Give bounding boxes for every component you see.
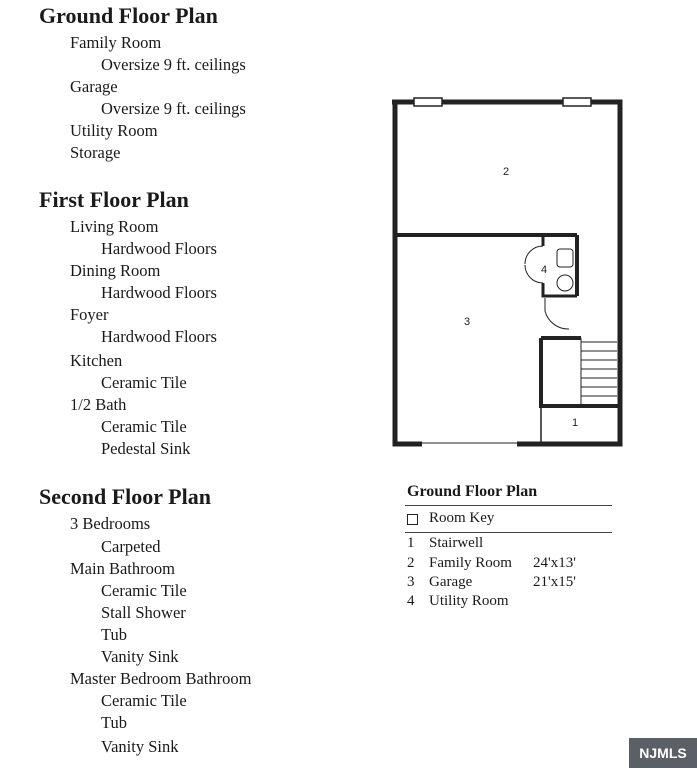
second-item-bedrooms: 3 Bedrooms — [70, 514, 151, 533]
second-floor-heading: Second Floor Plan — [39, 484, 211, 509]
ground-item-utility-room: Utility Room — [70, 121, 158, 140]
ground-item-garage: Garage — [70, 77, 118, 96]
room-key-num-3: 3 — [407, 574, 415, 590]
room-key-top-rule — [405, 505, 612, 506]
first-item-dining-room: Dining Room — [70, 261, 161, 280]
second-detail-main-bath-shower: Stall Shower — [101, 603, 186, 622]
first-detail-half-bath-sink: Pedestal Sink — [101, 439, 191, 458]
first-detail-foyer: Hardwood Floors — [101, 327, 217, 346]
first-item-living-room: Living Room — [70, 217, 159, 236]
second-detail-main-bath-tub: Tub — [101, 625, 127, 644]
room-key-heading: Room Key — [429, 510, 495, 526]
utility-door-swing-1 — [525, 246, 543, 264]
room-key-heading-rule — [405, 532, 612, 533]
second-detail-master-bath-tub: Tub — [101, 713, 127, 732]
plan-label-2: 2 — [503, 166, 510, 178]
second-detail-main-bath-tile: Ceramic Tile — [101, 581, 187, 600]
utility-fixture — [557, 275, 573, 291]
room-key-size-3: 21'x15' — [533, 574, 576, 590]
water-heater — [557, 249, 573, 267]
ground-item-family-room: Family Room — [70, 33, 162, 52]
plan-label-3: 3 — [464, 316, 471, 328]
first-detail-dining-room: Hardwood Floors — [101, 283, 217, 302]
stair-treads — [581, 338, 617, 406]
room-key-name-4: Utility Room — [429, 593, 509, 609]
plan-label-4: 4 — [541, 264, 548, 276]
njmls-watermark: NJMLS — [629, 738, 697, 768]
second-detail-main-bath-sink: Vanity Sink — [101, 647, 179, 666]
outer-walls — [392, 102, 620, 444]
second-detail-master-bath-sink: Vanity Sink — [101, 737, 179, 756]
ground-item-storage: Storage — [70, 143, 121, 162]
second-item-master-bathroom: Master Bedroom Bathroom — [70, 669, 252, 688]
room-key-title: Ground Floor Plan — [407, 483, 538, 500]
room-key-name-3: Garage — [429, 574, 473, 590]
second-detail-master-bath-tile: Ceramic Tile — [101, 691, 187, 710]
first-item-foyer: Foyer — [70, 305, 109, 324]
window-left — [414, 98, 442, 106]
first-detail-kitchen: Ceramic Tile — [101, 373, 187, 392]
first-item-kitchen: Kitchen — [70, 351, 123, 370]
room-key-name-2: Family Room — [429, 555, 512, 571]
room-key-num-4: 4 — [407, 593, 415, 609]
garage-door-opening — [422, 440, 517, 448]
room-key-size-2: 24'x13' — [533, 555, 576, 571]
ground-floor-plan-diagram — [385, 93, 630, 453]
plan-label-1: 1 — [572, 417, 579, 429]
checkbox-icon — [407, 514, 418, 525]
room-key-num-1: 1 — [407, 535, 415, 551]
first-detail-living-room: Hardwood Floors — [101, 239, 217, 258]
second-item-main-bathroom: Main Bathroom — [70, 559, 175, 578]
first-item-half-bath: 1/2 Bath — [70, 395, 127, 414]
ground-floor-heading: Ground Floor Plan — [39, 3, 218, 28]
room-key-num-2: 2 — [407, 555, 415, 571]
first-floor-heading: First Floor Plan — [39, 187, 189, 212]
ground-detail-family-room: Oversize 9 ft. ceilings — [101, 55, 246, 74]
stair-door-swing — [545, 298, 569, 329]
second-detail-bedrooms: Carpeted — [101, 537, 161, 556]
first-detail-half-bath-tile: Ceramic Tile — [101, 417, 187, 436]
ground-detail-garage: Oversize 9 ft. ceilings — [101, 99, 246, 118]
room-key-name-1: Stairwell — [429, 535, 484, 551]
window-right — [563, 98, 591, 106]
